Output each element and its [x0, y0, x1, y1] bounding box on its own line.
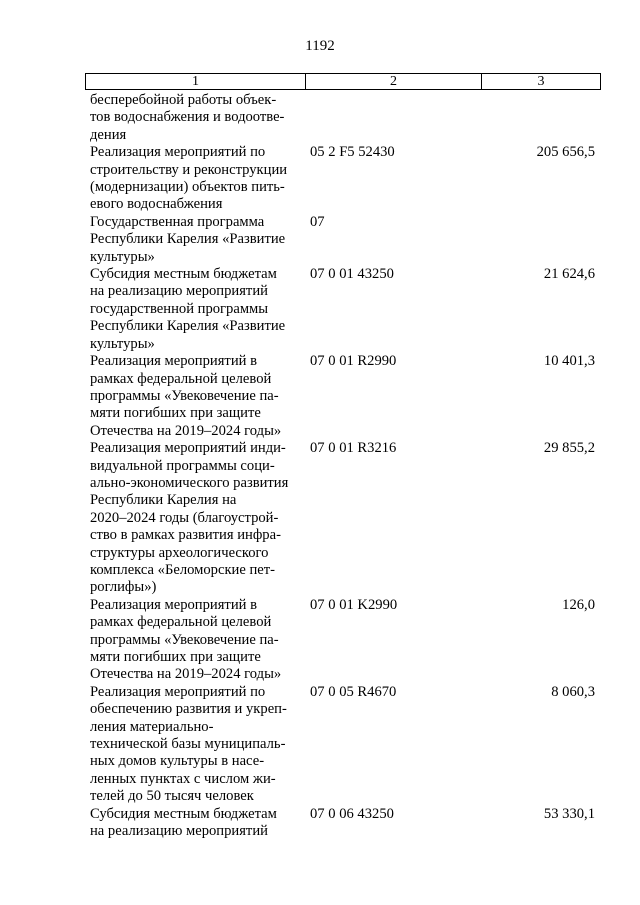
table-row	[90, 440, 595, 597]
row-amount: 8 060,3	[551, 683, 595, 700]
table-row	[90, 684, 595, 806]
row-amount	[460, 92, 595, 144]
row-amount: 29 855,2	[543, 440, 595, 457]
column-header-3: 3	[482, 74, 601, 90]
table-row	[90, 353, 595, 440]
row-code: 07 0 01 K2990	[310, 596, 398, 613]
column-header-1: 1	[86, 74, 306, 90]
row-name: бесперебойной работы объек- тов водоснабжения и водоотве- дения	[90, 92, 285, 143]
row-code: 07 0 06 43250	[310, 805, 394, 822]
table-row	[90, 806, 595, 841]
row-amount: 10 401,3	[543, 353, 595, 370]
table-row	[90, 92, 595, 144]
row-name: Субсидия местным бюджетам на реализацию мероприятий	[90, 805, 277, 840]
table-row	[90, 144, 595, 214]
row-name: Реализация мероприятий по обеспечению развития и укреп- ления материально- технической базы муниципаль- ных домов культуры в насе- ленных пунктах с числом жи- телей до 50 тысяч человек	[90, 683, 287, 805]
row-code: 07 0 01 R2990	[310, 353, 397, 370]
row-name: Реализация мероприятий в рамках федеральной целевой программы «Увековечение па- мяти погибших при защите Отечества на 2019–2024 годы»	[90, 353, 282, 439]
row-name: Реализация мероприятий в рамках федеральной целевой программы «Увековечение па- мяти погибших при защите Отечества на 2019–2024 годы»	[90, 596, 282, 683]
table-row	[90, 266, 595, 353]
row-name: Субсидия местным бюджетам на реализацию мероприятий государственной программы Республики Карелия «Развитие культуры»	[90, 266, 286, 352]
row-amount: 126,0	[562, 596, 595, 613]
table-row	[90, 214, 595, 266]
column-header-2: 2	[306, 74, 482, 90]
page-number: 1192	[305, 38, 335, 54]
table-row	[90, 597, 595, 684]
row-code: 07 0 01 43250	[310, 266, 394, 283]
column-header-table	[85, 73, 601, 90]
row-code: 05 2 F5 52430	[310, 144, 395, 161]
column-header-row	[86, 74, 601, 90]
row-amount: 21 624,6	[543, 266, 595, 283]
row-code: 07 0 01 R3216	[310, 440, 397, 457]
row-name: Реализация мероприятий инди- видуальной программы соци- ально-экономического развития Республики Карелия на 2020–2024 годы (благоустрой- ство в рамках развития инфра- структуры археологического комплекса «Беломорские пет- роглифы»)	[90, 440, 289, 596]
row-code: 07	[310, 213, 325, 230]
row-name: Реализация мероприятий по строительству и реконструкции (модернизации) объектов пить- евого водоснабжения	[90, 144, 288, 213]
budget-table-body	[90, 92, 595, 840]
row-code: 07 0 05 R4670	[310, 683, 397, 700]
row-amount	[460, 214, 595, 266]
row-amount: 53 330,1	[543, 805, 595, 822]
row-amount: 205 656,5	[536, 144, 595, 161]
row-code	[310, 92, 460, 144]
row-name: Государственная программа Республики Карелия «Развитие культуры»	[90, 213, 286, 265]
